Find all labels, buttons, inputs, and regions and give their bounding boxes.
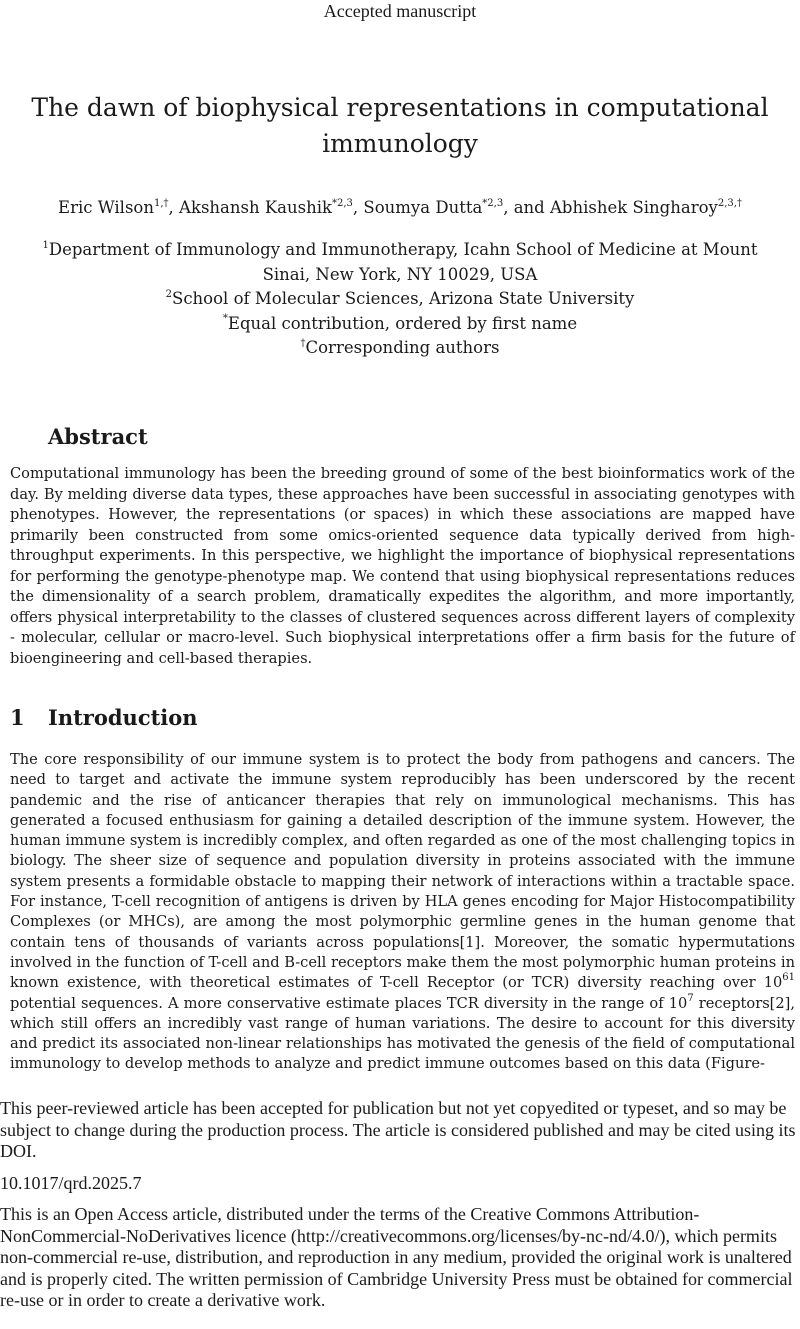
- author-separator: ,: [168, 198, 180, 217]
- author-name: Eric Wilson: [58, 198, 154, 217]
- author-name: Akshansh Kaushik: [179, 198, 333, 217]
- acceptance-notice: This peer-reviewed article has been accepted for publication but not yet copyedited or typeset, and so may be subject to change during the production process. The article is considered published and may be cited using its DOI.: [0, 1098, 796, 1161]
- affiliation-item-continued: Sinai, New York, NY 10029, USA: [262, 264, 538, 284]
- running-header: Accepted manuscript: [323, 1, 477, 21]
- author-name: Abhishek Singharoy: [549, 198, 718, 217]
- affiliation-item: [0, 287, 800, 312]
- author-separator: ,: [352, 198, 364, 217]
- affiliation-text: School of Molecular Sciences, Arizona State University: [172, 289, 635, 308]
- affiliation-text: Corresponding authors: [305, 338, 500, 357]
- affiliation-mark: †: [300, 337, 306, 349]
- affiliation-text: Equal contribution, ordered by first name: [227, 313, 578, 333]
- affiliation-mark: *: [222, 313, 228, 324]
- section-heading-text: Introduction: [48, 705, 198, 730]
- license-notice: This is an Open Access article, distributed under the terms of the Creative Commons Attribution-NonCommercial-NoDerivatives licence (http://creativecommons.org/licenses/by-nc-nd/4.0/), which permits non-commercial re-use, distribution, and reproduction in any medium, provided the original work is unaltered and is properly cited. The written permission of Cambridge University Press must be obtained for commercial re-use or in order to create a derivative work.: [0, 1204, 793, 1310]
- author-name: Soumya Dutta: [363, 198, 483, 217]
- author-list: [0, 196, 800, 220]
- author-affiliation-mark: *2,3: [332, 197, 353, 209]
- abstract-heading: Abstract: [48, 424, 148, 449]
- author-affiliation-mark: 2,3,†: [717, 197, 742, 209]
- affiliation-list: [0, 238, 800, 361]
- publication-footer: [0, 1098, 800, 1312]
- introduction-text-part: receptors[2], which still offers an incredibly vast range of human variations. The desire to account for this diversity and predict its associated non-linear relationships has motivated the genesis of the field of computational immunology to develop methods to analyze and predict immune outcomes based on this data (Figure-: [10, 994, 795, 1073]
- affiliation-item: [0, 336, 800, 361]
- exponent: 61: [782, 972, 795, 984]
- affiliation-item: [0, 238, 800, 263]
- abstract-text: Computational immunology has been the breeding ground of some of the best bioinformatics work of the day. By melding diverse data types, these approaches have been successful in associating genotypes with phenotypes. However, the representations (or spaces) in which these associations are mapped have primarily been constructed from some omics-oriented sequence data typically derived from high-throughput experiments. In this perspective, we highlight the importance of biophysical representations for performing the genotype-phenotype map. We contend that using biophysical representations reduces the dimensionality of a search problem, dramatically expedites the algorithm, and more importantly, offers physical interpretability to the classes of clustered sequences across different layers of complexity - molecular, cellular or macro-level. Such biophysical interpretations offer a firm basis for the future of bioengineering and cell-based therapies.: [10, 465, 795, 667]
- doi-link[interactable]: 10.1017/qrd.2025.7: [0, 1172, 142, 1193]
- author-separator: ,: [503, 198, 514, 217]
- section-heading: [10, 705, 198, 730]
- exponent: 7: [687, 992, 694, 1004]
- affiliation-item: [0, 312, 800, 337]
- section-number: 1: [10, 705, 25, 730]
- author-affiliation-mark: 1,†: [153, 197, 169, 209]
- author-conjunction: and: [513, 198, 550, 217]
- affiliation-mark: 2: [165, 288, 173, 300]
- introduction-text: [10, 750, 795, 1075]
- affiliation-mark: 1: [42, 239, 49, 251]
- introduction-text-part: The core responsibility of our immune system is to protect the body from pathogens and cancers. The need to target and activate the immune system reproducibly has been underscored by the recent pandemic and the rise of anticancer therapies that rely on immunological mechanisms. This has generated a focused enthusiasm for gaining a detailed description of the immune system. However, the human immune system is incredibly complex, and often regarded as one of the most challenging topics in biology. The sheer size of sequence and population diversity in proteins associated with the immune system presents a formidable obstacle to mapping their network of interactions within a tractable space. For instance, T-cell recognition of antigens is driven by HLA genes encoding for Major Histocompatibility Complexes (or MHCs), are among the most polymorphic germline genes in the human genome that contain tens of thousands of variants across populations[1]. Moreover, the somatic hypermutations involved in the function of T-cell and B-cell receptors make them the most polymorphic human proteins in known existence, with theoretical estimates of T-cell Receptor (or TCR) diversity reaching over 10: [10, 751, 795, 992]
- paper-title: The dawn of biophysical representations in computational immunology: [31, 93, 769, 158]
- affiliation-text: Department of Immunology and Immunotherapy, Icahn School of Medicine at Mount: [48, 240, 758, 259]
- author-affiliation-mark: *2,3: [482, 197, 504, 209]
- introduction-text-part: potential sequences. A more conservative estimate places TCR diversity in the range of 10: [10, 994, 688, 1012]
